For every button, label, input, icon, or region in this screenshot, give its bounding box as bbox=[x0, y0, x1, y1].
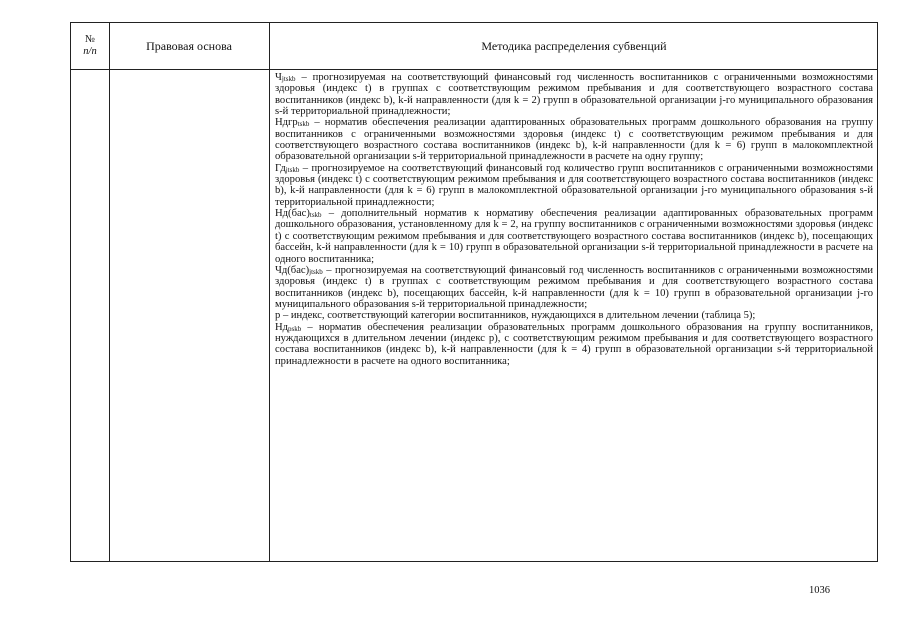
column-divider bbox=[109, 23, 110, 561]
definition-paragraph: Ндгр$_{tskb}$ – норматив обеспечения реализации адаптированных образовательных программ дошкольного образования на группу воспитанников с ограниченными возможностями здоровья (индекс t) с соответствующим режимом пребывания и для соответствующего возрастного состава воспитанников (индекс b), k-й направленности (для k = 6) групп в малокомплектной образовательной организации s-й территориальной принадлежности в расчете на одну группу; bbox=[275, 117, 873, 163]
page-number: 1036 bbox=[809, 585, 830, 596]
definition-paragraph: p – индекс, соответствующий категории воспитанников, нуждающихся в длительном лечении (таблица 5); bbox=[275, 310, 756, 322]
methodology-table bbox=[70, 22, 878, 562]
header-number-symbol: № bbox=[84, 34, 95, 45]
column-divider bbox=[269, 23, 270, 561]
header-number-abbr: п/п bbox=[83, 46, 97, 57]
methodology-cell bbox=[275, 72, 873, 367]
header-divider bbox=[71, 69, 877, 70]
definition-paragraph: $Нд(бас)_{tskb}$ – дополнительный норматив к нормативу обеспечения реализации адаптированных образовательных программ дошкольного образования, установленному для k = 2, на группу воспитанников с ограниченными возможностями здоровья (индекс t) с соответствующим режимом пребывания и для соответствующего возрастного состава воспитанников (индекс b), посещающих бассейн, k-й направленности (для k = 10) групп в образовательной организации s-й территориальной принадлежности в расчете на одного воспитанника; bbox=[275, 208, 873, 265]
definition-paragraph: $Гд_{jtskb}$ – прогнозируемое на соответствующий финансовый год количество групп воспитанников с ограниченными возможностями здоровья (индекс t) с соответствующим режимом пребывания и для соответствующего возрастного состава воспитанников (индекс b), k-й направленности (для k = 6) групп в малокомплектной образовательной организации j-го муниципального образования s-й территориальной принадлежности; bbox=[275, 162, 873, 208]
header-number-column bbox=[71, 23, 109, 69]
header-legal-basis: Правовая основа bbox=[146, 38, 232, 53]
definition-paragraph: $Чд(бас)_{jtskb}$ – прогнозируемая на соответствующий финансовый год численность воспитанников с ограниченными возможностями здоровья (индекс t) в группах с соответствующим режимом пребывания и для соответствующего возрастного состава воспитанников (индекс b), посещающих бассейн, k-й направленности (для k = 10) групп в образовательной организации j-го муниципального образования s-й территориальной принадлежности; bbox=[275, 264, 873, 310]
definition-paragraph: $Ч_{jtskb}$ – прогнозируемая на соответствующий финансовый год численность воспитанников с ограниченными возможностями здоровья (индекс t) в группах с соответствующим режимом пребывания и для соответствующего возрастного состава воспитанников (индекс b), k-й направленности (для k = 2) групп в образовательной организации j-го муниципального образования s-й территориальной принадлежности; bbox=[275, 72, 873, 118]
header-methodology: Методика распределения субвенций bbox=[481, 38, 667, 53]
definition-paragraph: $Нд_{pskb}$ – норматив обеспечения реализации образовательных программ дошкольного образования на группу воспитанников, нуждающихся в длительном лечении (индекс p), с соответствующим режимом пребывания и для соответствующего возрастного состава воспитанников (индекс b), k-й направленности (для k = 4) групп в образовательной организации s-й территориальной принадлежности в расчете на одного воспитанника; bbox=[275, 321, 873, 367]
